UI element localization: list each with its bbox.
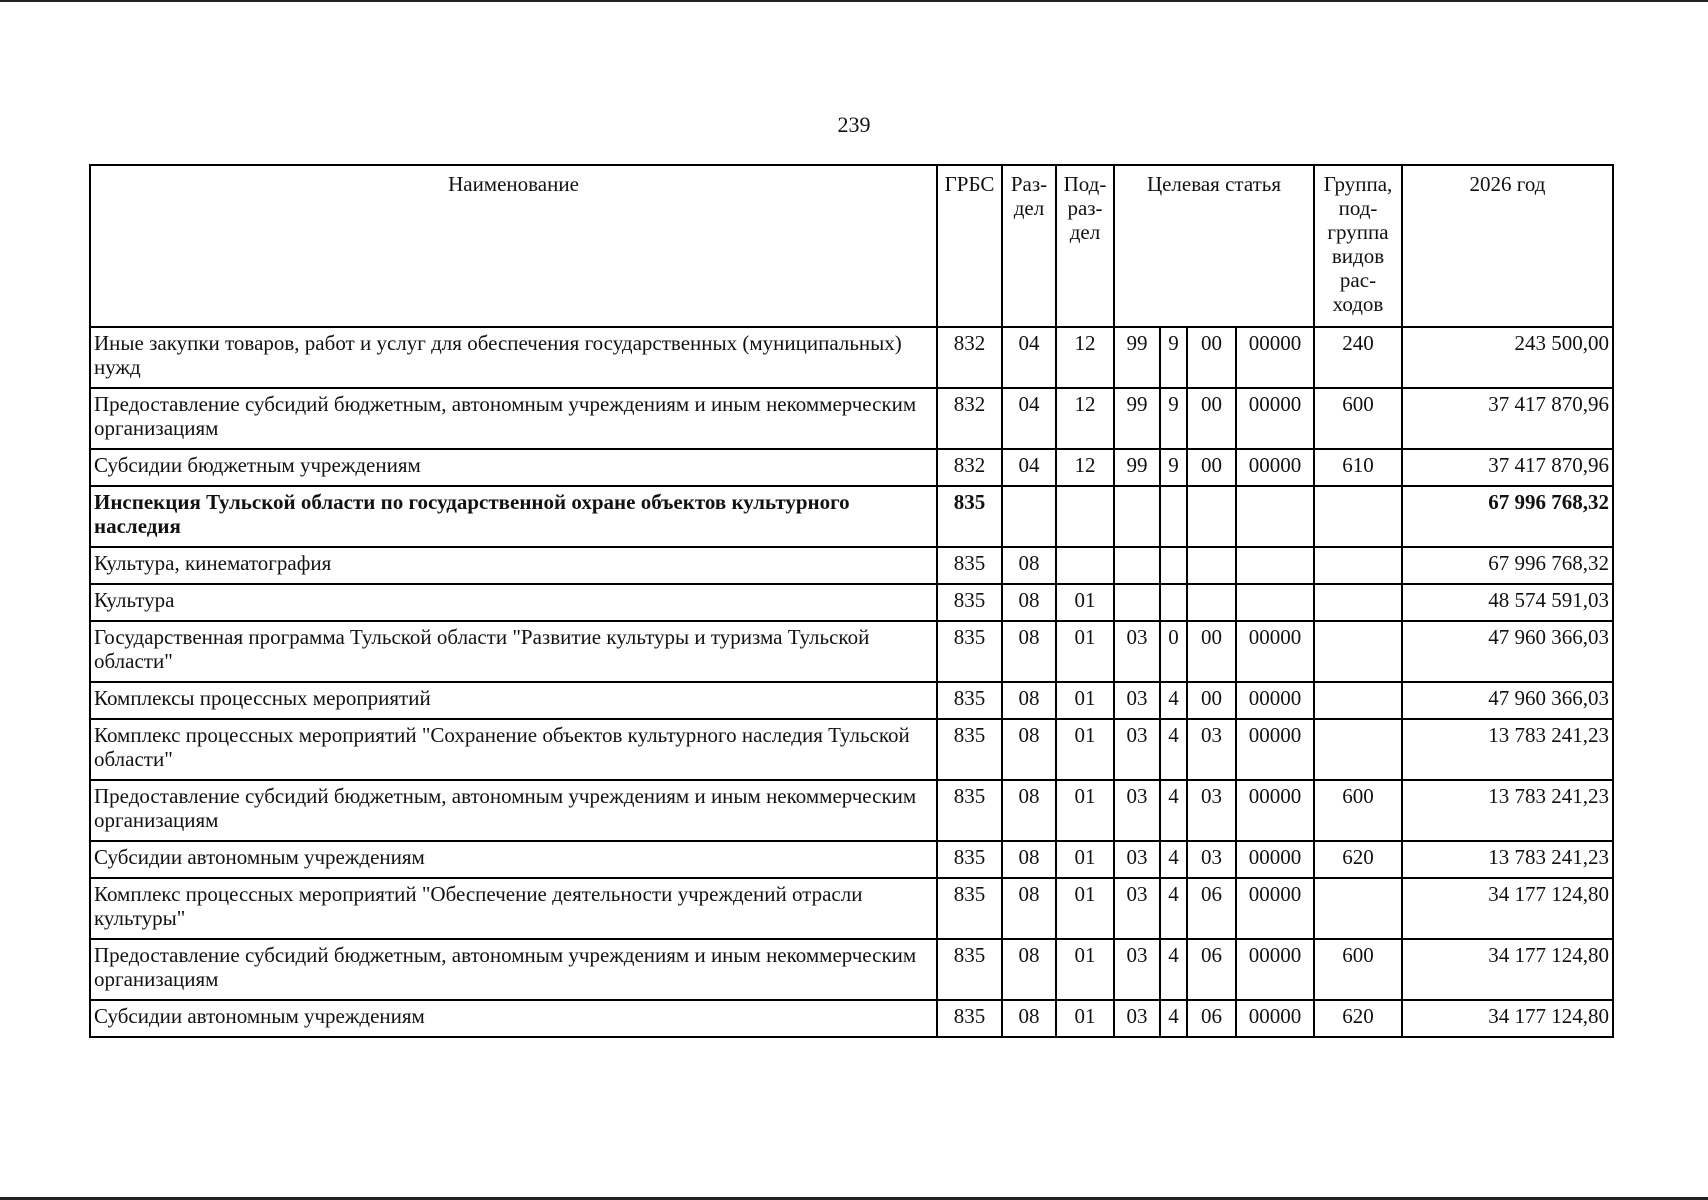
row-target-subprogram: 9 bbox=[1160, 388, 1187, 449]
row-razdel: 08 bbox=[1002, 780, 1056, 841]
row-target-subprogram bbox=[1160, 584, 1187, 621]
row-expense-group bbox=[1314, 584, 1402, 621]
row-expense-group bbox=[1314, 621, 1402, 682]
row-name: Предоставление субсидий бюджетным, автономным учреждениям и иным некоммерческим организациям bbox=[90, 939, 937, 1000]
table-row bbox=[90, 388, 1613, 449]
row-target-direction bbox=[1187, 584, 1236, 621]
row-podrazdel: 01 bbox=[1056, 621, 1114, 682]
row-target-program: 99 bbox=[1114, 327, 1160, 388]
row-podrazdel: 01 bbox=[1056, 682, 1114, 719]
row-podrazdel: 12 bbox=[1056, 449, 1114, 486]
row-target-direction: 03 bbox=[1187, 719, 1236, 780]
row-target-direction bbox=[1187, 547, 1236, 584]
row-razdel: 08 bbox=[1002, 939, 1056, 1000]
table-row bbox=[90, 584, 1613, 621]
row-target-subprogram: 4 bbox=[1160, 682, 1187, 719]
row-podrazdel: 01 bbox=[1056, 878, 1114, 939]
row-target-program: 99 bbox=[1114, 388, 1160, 449]
row-target-direction: 00 bbox=[1187, 621, 1236, 682]
row-target-subprogram: 4 bbox=[1160, 939, 1187, 1000]
row-target-subprogram: 4 bbox=[1160, 719, 1187, 780]
row-grbs: 835 bbox=[937, 878, 1002, 939]
table-row bbox=[90, 682, 1613, 719]
row-amount: 13 783 241,23 bbox=[1402, 841, 1613, 878]
row-razdel: 04 bbox=[1002, 449, 1056, 486]
row-target-code bbox=[1236, 584, 1314, 621]
row-amount: 13 783 241,23 bbox=[1402, 719, 1613, 780]
row-target-subprogram bbox=[1160, 486, 1187, 547]
row-podrazdel: 01 bbox=[1056, 1000, 1114, 1037]
row-razdel: 08 bbox=[1002, 621, 1056, 682]
row-target-direction: 00 bbox=[1187, 388, 1236, 449]
header-grbs: ГРБС bbox=[937, 165, 1002, 327]
row-target-subprogram: 0 bbox=[1160, 621, 1187, 682]
row-target-direction: 00 bbox=[1187, 682, 1236, 719]
header-expense-group: Группа, под- группа видов рас- ходов bbox=[1314, 165, 1402, 327]
table-row bbox=[90, 1000, 1613, 1037]
row-expense-group bbox=[1314, 682, 1402, 719]
table-row bbox=[90, 449, 1613, 486]
header-year-2026: 2026 год bbox=[1402, 165, 1613, 327]
row-name: Иные закупки товаров, работ и услуг для обеспечения государственных (муниципальных) нужд bbox=[90, 327, 937, 388]
row-grbs: 835 bbox=[937, 719, 1002, 780]
row-target-subprogram: 4 bbox=[1160, 780, 1187, 841]
row-name: Субсидии автономным учреждениям bbox=[90, 1000, 937, 1037]
row-target-subprogram: 4 bbox=[1160, 841, 1187, 878]
row-target-code: 00000 bbox=[1236, 1000, 1314, 1037]
row-razdel bbox=[1002, 486, 1056, 547]
table-row bbox=[90, 621, 1613, 682]
row-podrazdel: 01 bbox=[1056, 780, 1114, 841]
row-target-code: 00000 bbox=[1236, 449, 1314, 486]
row-target-direction: 06 bbox=[1187, 1000, 1236, 1037]
row-amount: 34 177 124,80 bbox=[1402, 939, 1613, 1000]
row-razdel: 08 bbox=[1002, 1000, 1056, 1037]
row-expense-group: 600 bbox=[1314, 780, 1402, 841]
row-target-program: 03 bbox=[1114, 682, 1160, 719]
row-podrazdel bbox=[1056, 486, 1114, 547]
row-name: Комплекс процессных мероприятий "Сохранение объектов культурного наследия Тульской области" bbox=[90, 719, 937, 780]
row-razdel: 04 bbox=[1002, 327, 1056, 388]
row-grbs: 835 bbox=[937, 939, 1002, 1000]
table-row bbox=[90, 719, 1613, 780]
row-target-program bbox=[1114, 486, 1160, 547]
row-target-code: 00000 bbox=[1236, 682, 1314, 719]
row-razdel: 08 bbox=[1002, 547, 1056, 584]
row-expense-group bbox=[1314, 878, 1402, 939]
table-row bbox=[90, 327, 1613, 388]
row-name: Комплекс процессных мероприятий "Обеспечение деятельности учреждений отрасли культуры" bbox=[90, 878, 937, 939]
row-target-program: 03 bbox=[1114, 719, 1160, 780]
row-razdel: 08 bbox=[1002, 841, 1056, 878]
row-target-code: 00000 bbox=[1236, 327, 1314, 388]
table-row bbox=[90, 939, 1613, 1000]
row-amount: 47 960 366,03 bbox=[1402, 682, 1613, 719]
row-amount: 67 996 768,32 bbox=[1402, 486, 1613, 547]
row-target-direction: 06 bbox=[1187, 878, 1236, 939]
row-grbs: 835 bbox=[937, 780, 1002, 841]
header-podrazdel: Под- раз- дел bbox=[1056, 165, 1114, 327]
row-podrazdel: 12 bbox=[1056, 327, 1114, 388]
row-target-code: 00000 bbox=[1236, 841, 1314, 878]
row-name: Субсидии бюджетным учреждениям bbox=[90, 449, 937, 486]
row-amount: 48 574 591,03 bbox=[1402, 584, 1613, 621]
row-grbs: 835 bbox=[937, 486, 1002, 547]
row-grbs: 835 bbox=[937, 841, 1002, 878]
row-expense-group bbox=[1314, 719, 1402, 780]
row-amount: 47 960 366,03 bbox=[1402, 621, 1613, 682]
table-header-row bbox=[90, 165, 1613, 327]
row-target-direction bbox=[1187, 486, 1236, 547]
row-target-direction: 00 bbox=[1187, 449, 1236, 486]
header-target-article: Целевая статья bbox=[1114, 165, 1314, 327]
row-target-program: 03 bbox=[1114, 939, 1160, 1000]
row-target-subprogram: 9 bbox=[1160, 449, 1187, 486]
row-amount: 34 177 124,80 bbox=[1402, 1000, 1613, 1037]
row-name: Комплексы процессных мероприятий bbox=[90, 682, 937, 719]
row-target-program bbox=[1114, 584, 1160, 621]
row-target-subprogram: 4 bbox=[1160, 878, 1187, 939]
table-row bbox=[90, 841, 1613, 878]
row-name: Культура, кинематография bbox=[90, 547, 937, 584]
row-target-program: 99 bbox=[1114, 449, 1160, 486]
row-name: Предоставление субсидий бюджетным, автономным учреждениям и иным некоммерческим организациям bbox=[90, 388, 937, 449]
row-target-code: 00000 bbox=[1236, 719, 1314, 780]
row-amount: 34 177 124,80 bbox=[1402, 878, 1613, 939]
row-target-code: 00000 bbox=[1236, 621, 1314, 682]
row-podrazdel: 01 bbox=[1056, 841, 1114, 878]
row-target-program: 03 bbox=[1114, 780, 1160, 841]
row-amount: 13 783 241,23 bbox=[1402, 780, 1613, 841]
table-row bbox=[90, 547, 1613, 584]
row-name: Предоставление субсидий бюджетным, автономным учреждениям и иным некоммерческим организациям bbox=[90, 780, 937, 841]
row-target-program: 03 bbox=[1114, 841, 1160, 878]
row-target-direction: 03 bbox=[1187, 780, 1236, 841]
row-grbs: 832 bbox=[937, 449, 1002, 486]
row-target-subprogram bbox=[1160, 547, 1187, 584]
scan-edge-top bbox=[0, 0, 1708, 2]
row-podrazdel bbox=[1056, 547, 1114, 584]
row-amount: 37 417 870,96 bbox=[1402, 388, 1613, 449]
row-name: Инспекция Тульской области по государственной охране объектов культурного наследия bbox=[90, 486, 937, 547]
row-target-subprogram: 4 bbox=[1160, 1000, 1187, 1037]
row-target-program: 03 bbox=[1114, 878, 1160, 939]
row-amount: 67 996 768,32 bbox=[1402, 547, 1613, 584]
row-grbs: 835 bbox=[937, 621, 1002, 682]
row-expense-group bbox=[1314, 547, 1402, 584]
row-podrazdel: 01 bbox=[1056, 719, 1114, 780]
row-podrazdel: 12 bbox=[1056, 388, 1114, 449]
row-expense-group: 600 bbox=[1314, 388, 1402, 449]
row-target-direction: 03 bbox=[1187, 841, 1236, 878]
row-target-subprogram: 9 bbox=[1160, 327, 1187, 388]
row-target-program: 03 bbox=[1114, 1000, 1160, 1037]
row-grbs: 835 bbox=[937, 1000, 1002, 1037]
row-target-code: 00000 bbox=[1236, 939, 1314, 1000]
table-row bbox=[90, 486, 1613, 547]
row-name: Культура bbox=[90, 584, 937, 621]
row-razdel: 08 bbox=[1002, 584, 1056, 621]
row-name: Государственная программа Тульской области "Развитие культуры и туризма Тульской области" bbox=[90, 621, 937, 682]
row-expense-group: 600 bbox=[1314, 939, 1402, 1000]
table-row bbox=[90, 878, 1613, 939]
row-grbs: 835 bbox=[937, 584, 1002, 621]
row-amount: 243 500,00 bbox=[1402, 327, 1613, 388]
row-razdel: 08 bbox=[1002, 719, 1056, 780]
row-expense-group: 620 bbox=[1314, 841, 1402, 878]
row-target-direction: 00 bbox=[1187, 327, 1236, 388]
header-name: Наименование bbox=[90, 165, 937, 327]
row-podrazdel: 01 bbox=[1056, 939, 1114, 1000]
row-grbs: 832 bbox=[937, 388, 1002, 449]
row-target-code: 00000 bbox=[1236, 780, 1314, 841]
table-row bbox=[90, 780, 1613, 841]
row-target-code bbox=[1236, 486, 1314, 547]
row-target-code: 00000 bbox=[1236, 878, 1314, 939]
row-razdel: 04 bbox=[1002, 388, 1056, 449]
row-razdel: 08 bbox=[1002, 682, 1056, 719]
row-podrazdel: 01 bbox=[1056, 584, 1114, 621]
row-expense-group bbox=[1314, 486, 1402, 547]
budget-table bbox=[89, 164, 1614, 1038]
row-target-direction: 06 bbox=[1187, 939, 1236, 1000]
row-target-code: 00000 bbox=[1236, 388, 1314, 449]
row-razdel: 08 bbox=[1002, 878, 1056, 939]
row-amount: 37 417 870,96 bbox=[1402, 449, 1613, 486]
row-grbs: 835 bbox=[937, 682, 1002, 719]
row-expense-group: 610 bbox=[1314, 449, 1402, 486]
row-name: Субсидии автономным учреждениям bbox=[90, 841, 937, 878]
row-target-code bbox=[1236, 547, 1314, 584]
row-grbs: 835 bbox=[937, 547, 1002, 584]
row-target-program bbox=[1114, 547, 1160, 584]
row-target-program: 03 bbox=[1114, 621, 1160, 682]
row-expense-group: 620 bbox=[1314, 1000, 1402, 1037]
row-expense-group: 240 bbox=[1314, 327, 1402, 388]
row-grbs: 832 bbox=[937, 327, 1002, 388]
header-razdel: Раз- дел bbox=[1002, 165, 1056, 327]
page-number: 239 bbox=[837, 112, 871, 137]
